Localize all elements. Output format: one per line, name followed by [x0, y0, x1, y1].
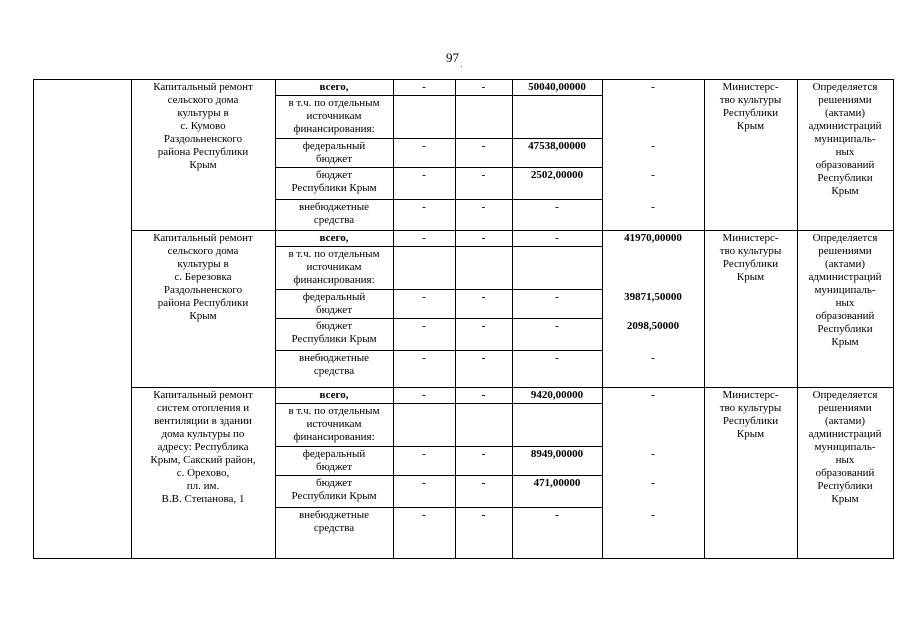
funding-source-label: внебюджетные	[298, 509, 370, 521]
funding-source-label: бюджет	[316, 169, 352, 181]
project-name: систем отопления и	[156, 402, 250, 414]
value-cell-1: -	[422, 448, 426, 460]
recipient-text: администраций	[808, 271, 882, 283]
project-name: с. Кумово	[180, 120, 226, 132]
value-cell-1: -	[422, 169, 426, 181]
value-cell-3: -	[555, 320, 559, 332]
recipient-text: решениями	[818, 94, 872, 106]
value-cell-3: 8949,00000	[530, 448, 584, 460]
funding-source-label: федеральный	[302, 291, 366, 303]
funding-source-label: внебюджетные	[298, 352, 370, 364]
project-name: сельского дома	[167, 94, 239, 106]
recipient-text: муниципаль-	[814, 284, 876, 296]
value-cell-2: -	[481, 477, 486, 489]
column-line-9	[893, 79, 894, 559]
executor-text: Министерс-	[722, 232, 779, 244]
table-top-border	[33, 79, 894, 80]
project-name: района Республики	[157, 297, 249, 309]
funding-source-label: финансирования:	[293, 123, 375, 135]
recipient-text: ных	[835, 146, 855, 158]
value-cell-2: -	[481, 352, 486, 364]
funding-source-label: средства	[313, 522, 355, 534]
value-cell-3: 47538,00000	[528, 140, 586, 152]
value-cell-1: -	[422, 509, 426, 521]
project-name: культуры в	[177, 258, 229, 270]
row-separator	[275, 350, 603, 351]
value-cell-3: -	[555, 232, 559, 244]
project-name: сельского дома	[167, 245, 239, 257]
recipient-text: администраций	[808, 120, 882, 132]
value-cell-4: -	[651, 448, 655, 460]
value-cell-4: 39871,50000	[624, 291, 682, 303]
recipient-text: решениями	[818, 245, 872, 257]
value-cell-3: 9420,00000	[530, 389, 584, 401]
row-separator	[275, 446, 603, 447]
value-cell-2: -	[481, 389, 486, 401]
project-name: Капитальный ремонт	[153, 232, 253, 244]
recipient-text: образований	[815, 159, 875, 171]
funding-source-label: бюджет	[316, 477, 352, 489]
value-cell-4: 41970,00000	[624, 232, 682, 244]
funding-source-label: в т.ч. по отдельным	[288, 97, 380, 109]
recipient-text: Определяется	[812, 232, 878, 244]
executor-text: Крым	[736, 428, 765, 440]
recipient-text: муниципаль-	[814, 441, 876, 453]
value-cell-2: -	[481, 291, 486, 303]
recipient-text: (актами)	[824, 107, 866, 119]
project-name: адресу: Республика	[157, 441, 249, 453]
project-name: Раздольненского	[163, 284, 243, 296]
value-cell-3: 2502,00000	[530, 169, 584, 181]
row-separator	[275, 199, 603, 200]
recipient-text: Крым	[831, 493, 859, 505]
funding-source-label: в т.ч. по отдельным	[288, 405, 380, 417]
value-cell-1: -	[422, 140, 426, 152]
value-cell-4: -	[651, 169, 655, 181]
recipient-text: Республики	[817, 480, 873, 492]
recipient-text: Республики	[817, 323, 873, 335]
value-cell-2: -	[481, 81, 486, 93]
recipient-text: образований	[815, 310, 875, 322]
project-name: с. Орехово,	[176, 467, 230, 479]
row-separator	[275, 246, 603, 247]
funding-source-label: источникам	[306, 261, 362, 273]
funding-source-label: средства	[313, 214, 355, 226]
funding-source-label: федеральный	[302, 448, 366, 460]
value-cell-1: -	[422, 389, 426, 401]
value-cell-4: -	[651, 477, 655, 489]
funding-source-label: источникам	[306, 418, 362, 430]
recipient-text: (актами)	[824, 415, 866, 427]
executor-text: Республики	[722, 415, 779, 427]
row-separator	[275, 167, 603, 168]
value-cell-1: -	[422, 232, 426, 244]
value-cell-3: 50040,00000	[528, 81, 586, 93]
recipient-text: Определяется	[812, 81, 878, 93]
value-cell-4: -	[651, 509, 655, 521]
value-cell-2: -	[481, 232, 486, 244]
value-cell-1: -	[422, 477, 426, 489]
executor-text: Республики	[722, 258, 779, 270]
funding-source-label: бюджет	[316, 461, 352, 473]
recipient-text: Республики	[817, 172, 873, 184]
funding-source-label: Республики Крым	[291, 490, 377, 502]
table-bottom-border	[33, 558, 894, 559]
value-cell-2: -	[481, 140, 486, 152]
funding-source-label: Республики Крым	[291, 182, 377, 194]
funding-source-label: всего,	[319, 389, 349, 401]
column-line-7	[704, 79, 705, 559]
recipient-text: решениями	[818, 402, 872, 414]
recipient-text: Крым	[831, 185, 859, 197]
project-name: пл. им.	[186, 480, 220, 492]
value-cell-2: -	[481, 448, 486, 460]
value-cell-1: -	[422, 291, 426, 303]
value-cell-2: -	[481, 169, 486, 181]
page-number: 97	[446, 50, 459, 65]
row-separator	[275, 318, 603, 319]
recipient-text: Определяется	[812, 389, 878, 401]
value-cell-4: 2098,50000	[626, 320, 680, 332]
value-cell-1: -	[422, 352, 426, 364]
project-name: Раздольненского	[163, 133, 243, 145]
funding-source-label: источникам	[306, 110, 362, 122]
row-separator	[275, 403, 603, 404]
value-cell-4: -	[651, 389, 655, 401]
executor-text: Министерс-	[722, 389, 779, 401]
project-name: дома культуры по	[161, 428, 245, 440]
value-cell-3: 471,00000	[533, 477, 581, 489]
value-cell-1: -	[422, 320, 426, 332]
value-cell-2: -	[481, 509, 486, 521]
value-cell-3: -	[555, 352, 559, 364]
funding-source-label: Республики Крым	[291, 333, 377, 345]
value-cell-2: -	[481, 320, 486, 332]
recipient-text: администраций	[808, 428, 882, 440]
value-cell-4: -	[651, 201, 655, 213]
funding-source-label: бюджет	[316, 320, 352, 332]
row-separator	[275, 95, 603, 96]
project-name: Капитальный ремонт	[153, 81, 253, 93]
recipient-text: ных	[835, 454, 855, 466]
project-name: Крым	[189, 159, 217, 171]
funding-source-label: бюджет	[316, 153, 352, 165]
value-cell-3: -	[555, 509, 559, 521]
value-cell-3: -	[555, 291, 559, 303]
funding-source-label: финансирования:	[293, 431, 375, 443]
project-name: Крым	[189, 310, 217, 322]
project-name: Крым, Сакский район,	[150, 454, 256, 466]
executor-text: Республики	[722, 107, 779, 119]
funding-source-label: финансирования:	[293, 274, 375, 286]
recipient-text: образований	[815, 467, 875, 479]
project-name: Капитальный ремонт	[153, 389, 253, 401]
value-cell-1: -	[422, 81, 426, 93]
value-cell-4: -	[651, 81, 655, 93]
project-name: В.В. Степанова, 1	[161, 493, 245, 505]
funding-source-label: федеральный	[302, 140, 366, 152]
executor-text: тво культуры	[719, 94, 782, 106]
funding-source-label: бюджет	[316, 304, 352, 316]
value-cell-4: -	[651, 140, 655, 152]
row-separator	[275, 289, 603, 290]
funding-source-label: внебюджетные	[298, 201, 370, 213]
row-separator	[275, 475, 603, 476]
project-name: культуры в	[177, 107, 229, 119]
recipient-text: муниципаль-	[814, 133, 876, 145]
funding-source-label: всего,	[319, 232, 349, 244]
recipient-text: (актами)	[824, 258, 866, 270]
recipient-text: ных	[835, 297, 855, 309]
value-cell-1: -	[422, 201, 426, 213]
funding-source-label: в т.ч. по отдельным	[288, 248, 380, 260]
project-name: вентиляции в здании	[154, 415, 252, 427]
row-separator	[275, 138, 603, 139]
executor-text: тво культуры	[719, 402, 782, 414]
executor-text: Крым	[736, 271, 765, 283]
column-line-0	[33, 79, 34, 559]
block-separator	[131, 230, 894, 231]
executor-text: Министерс-	[722, 81, 779, 93]
value-cell-2: -	[481, 201, 486, 213]
value-cell-4: -	[651, 352, 655, 364]
executor-text: Крым	[736, 120, 765, 132]
recipient-text: Крым	[831, 336, 859, 348]
block-separator	[131, 387, 894, 388]
funding-source-label: средства	[313, 365, 355, 377]
funding-source-label: всего,	[319, 81, 349, 93]
row-separator	[275, 507, 603, 508]
value-cell-3: -	[555, 201, 559, 213]
executor-text: тво культуры	[719, 245, 782, 257]
project-name: с. Березовка	[174, 271, 232, 283]
project-name: района Республики	[157, 146, 249, 158]
